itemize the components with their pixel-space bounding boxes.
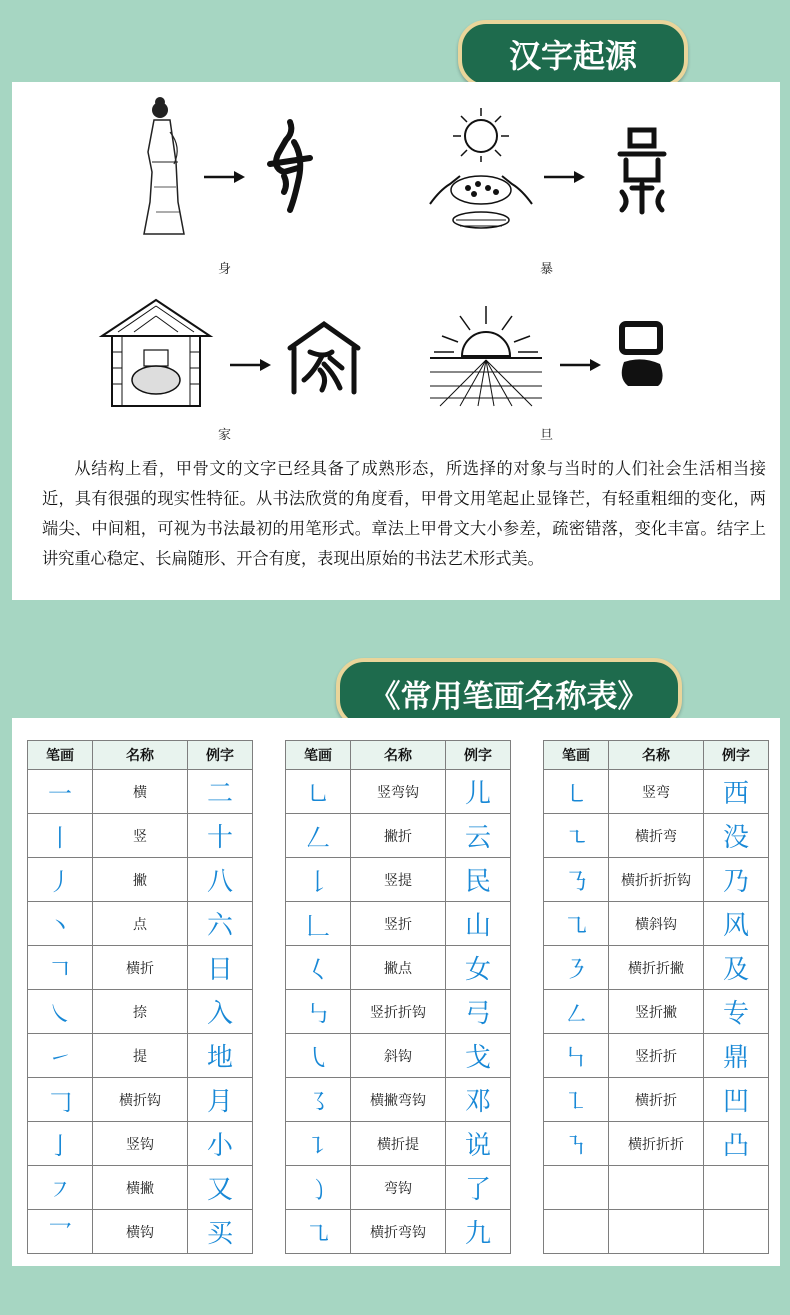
arrow-icon: [202, 168, 246, 186]
stroke-cell: ㇡: [544, 858, 609, 902]
example-char-cell: 邓: [446, 1078, 511, 1122]
stroke-cell: 丿: [28, 858, 93, 902]
stroke-name-cell: 捺: [93, 990, 188, 1034]
stroke-name-cell: 弯钩: [351, 1166, 446, 1210]
stroke-cell: ㇂: [286, 1034, 351, 1078]
arrow-icon: [228, 356, 272, 374]
stroke-name-cell: 竖: [93, 814, 188, 858]
oracle-bao-glyph: [612, 126, 672, 216]
header-stroke: 笔画: [28, 741, 93, 770]
origin-paragraph: 从结构上看，甲骨文的文字已经具备了成熟形态，所选择的对象与当时的人们社会生活相当接近，具有很强的现实性特征。从书法欣赏的角度看，甲骨文用笔起止显锋芒，有轻重粗细的变化，两端尖、中间粗，可视为书法最初的用笔形式。章法上甲骨文大小参差，疏密错落，变化丰富。结字上讲究重心稳定、长扁随形、开合有度，表现出原始的书法艺术形式美。: [42, 459, 766, 568]
stroke-cell: ㇀: [28, 1034, 93, 1078]
stroke-cell: 𠃍: [28, 946, 93, 990]
table-row: [286, 1210, 511, 1254]
stroke-name-cell: 撇折: [351, 814, 446, 858]
example-char-cell: 又: [188, 1166, 253, 1210]
table-row: [286, 858, 511, 902]
stroke-cell: 𠃊: [286, 902, 351, 946]
oracle-dan-glyph: [614, 320, 670, 390]
caption-jia: 家: [218, 428, 232, 443]
example-char-cell: 凸: [704, 1122, 769, 1166]
table-row: [544, 814, 769, 858]
stroke-name-cell: 横折: [93, 946, 188, 990]
example-char-cell: 六: [188, 902, 253, 946]
stroke-name-cell: 横折提: [351, 1122, 446, 1166]
stroke-cell: 𠃋: [286, 814, 351, 858]
stroke-cell: 𠃌: [28, 1078, 93, 1122]
example-char-cell: 九: [446, 1210, 511, 1254]
example-char-cell: 乃: [704, 858, 769, 902]
table-row: [28, 1166, 253, 1210]
stroke-cell: ㇄: [544, 770, 609, 814]
example-char-cell: 地: [188, 1034, 253, 1078]
stroke-name-cell: 竖弯: [609, 770, 704, 814]
caption-bao: 暴: [540, 262, 554, 277]
header-name: 名称: [93, 741, 188, 770]
example-char-cell: [704, 1166, 769, 1210]
example-char-cell: 女: [446, 946, 511, 990]
table-row: [544, 902, 769, 946]
stroke-cell: ㇏: [28, 990, 93, 1034]
table-row: [28, 902, 253, 946]
stroke-name-cell: 横折弯钩: [351, 1210, 446, 1254]
table-row: [544, 1122, 769, 1166]
strokes-section-title: 《常用笔画名称表》: [336, 658, 682, 728]
table-row: [28, 1078, 253, 1122]
stroke-cell: 𡿨: [286, 946, 351, 990]
arrow-icon: [558, 356, 602, 374]
stroke-name-cell: 横折折撇: [609, 946, 704, 990]
example-char-cell: 戈: [446, 1034, 511, 1078]
example-char-cell: 十: [188, 814, 253, 858]
header-stroke: 笔画: [286, 741, 351, 770]
stroke-name-cell: [609, 1166, 704, 1210]
header-name: 名称: [351, 741, 446, 770]
example-char-cell: 二: [188, 770, 253, 814]
example-char-cell: [704, 1210, 769, 1254]
stroke-cell: ㇞: [544, 1034, 609, 1078]
table-row: [286, 1166, 511, 1210]
table-row: [28, 1122, 253, 1166]
sunrise-field-icon: [430, 298, 542, 410]
stroke-cell: 一: [28, 770, 93, 814]
oracle-jia-glyph: [284, 318, 364, 398]
example-char-cell: 月: [188, 1078, 253, 1122]
stroke-name-cell: 竖提: [351, 858, 446, 902]
stroke-name-cell: 竖折撇: [609, 990, 704, 1034]
stroke-name-cell: 竖折折钩: [351, 990, 446, 1034]
header-example: 例字: [446, 741, 511, 770]
stroke-cell: 乛: [28, 1210, 93, 1254]
table-row: [28, 1034, 253, 1078]
stroke-name-cell: 点: [93, 902, 188, 946]
example-char-cell: 入: [188, 990, 253, 1034]
stroke-name-cell: 横折折折: [609, 1122, 704, 1166]
stroke-cell: 丶: [28, 902, 93, 946]
table-row: [28, 770, 253, 814]
caption-shen: 身: [218, 262, 232, 277]
stroke-name-cell: 横折折折钩: [609, 858, 704, 902]
table-row: [286, 1122, 511, 1166]
example-char-cell: 小: [188, 1122, 253, 1166]
stroke-cell: ㇍: [544, 814, 609, 858]
stroke-name-cell: 竖折折: [609, 1034, 704, 1078]
sun-hands-grain-icon: [426, 104, 536, 238]
stroke-cell: ㇅: [544, 1078, 609, 1122]
stroke-name-cell: 斜钩: [351, 1034, 446, 1078]
example-char-cell: 西: [704, 770, 769, 814]
stroke-cell: ㇁: [286, 1166, 351, 1210]
example-char-cell: 专: [704, 990, 769, 1034]
stroke-name-cell: 横撇弯钩: [351, 1078, 446, 1122]
table-row: [28, 946, 253, 990]
header-example: 例字: [704, 741, 769, 770]
stroke-name-cell: [609, 1210, 704, 1254]
table-row: [286, 770, 511, 814]
stroke-name-cell: 横折钩: [93, 1078, 188, 1122]
table-row: [286, 1034, 511, 1078]
stroke-name-cell: 竖钩: [93, 1122, 188, 1166]
pregnant-woman-icon: [140, 92, 190, 242]
table-row: [286, 1078, 511, 1122]
stroke-cell: ㇎: [544, 1122, 609, 1166]
example-char-cell: 鼎: [704, 1034, 769, 1078]
stroke-cell: ㇌: [286, 1078, 351, 1122]
table-row: [544, 990, 769, 1034]
table-row: [544, 770, 769, 814]
example-char-cell: 弓: [446, 990, 511, 1034]
table-row: [544, 946, 769, 990]
example-char-cell: 儿: [446, 770, 511, 814]
stroke-name-cell: 横折折: [609, 1078, 704, 1122]
stroke-cell: ㇇: [28, 1166, 93, 1210]
stroke-cell: [544, 1166, 609, 1210]
table-row: [28, 990, 253, 1034]
stroke-cell: ㇉: [286, 990, 351, 1034]
stroke-name-cell: 横: [93, 770, 188, 814]
table-row: [28, 858, 253, 902]
stroke-name-cell: 提: [93, 1034, 188, 1078]
stroke-cell: 𠄌: [286, 858, 351, 902]
table-row: [286, 902, 511, 946]
table-row: [544, 1166, 769, 1210]
example-char-cell: 买: [188, 1210, 253, 1254]
example-char-cell: 日: [188, 946, 253, 990]
header-stroke: 笔画: [544, 741, 609, 770]
example-char-cell: 云: [446, 814, 511, 858]
table-row: [28, 1210, 253, 1254]
caption-dan: 旦: [540, 428, 554, 443]
example-char-cell: 风: [704, 902, 769, 946]
table-row: [544, 1078, 769, 1122]
stroke-name-cell: 横折弯: [609, 814, 704, 858]
example-char-cell: 民: [446, 858, 511, 902]
header-example: 例字: [188, 741, 253, 770]
stroke-cell: 亅: [28, 1122, 93, 1166]
stroke-name-cell: 横撇: [93, 1166, 188, 1210]
table-row: [544, 858, 769, 902]
arrow-icon: [542, 168, 586, 186]
stroke-cell: 丨: [28, 814, 93, 858]
header-name: 名称: [609, 741, 704, 770]
example-char-cell: 没: [704, 814, 769, 858]
example-char-cell: 及: [704, 946, 769, 990]
table-row: [28, 814, 253, 858]
oracle-shen-glyph: [264, 118, 318, 214]
stroke-name-cell: 竖折: [351, 902, 446, 946]
stroke-cell: ㇊: [286, 1122, 351, 1166]
example-char-cell: 山: [446, 902, 511, 946]
stroke-table-1: [27, 740, 253, 1254]
table-row: [286, 814, 511, 858]
stroke-cell: ㇈: [286, 1210, 351, 1254]
stroke-name-cell: 横斜钩: [609, 902, 704, 946]
stroke-table-2: [285, 740, 511, 1254]
example-char-cell: 了: [446, 1166, 511, 1210]
stroke-cell: ㇋: [544, 946, 609, 990]
example-char-cell: 说: [446, 1122, 511, 1166]
house-pig-icon: [98, 296, 214, 410]
example-char-cell: 凹: [704, 1078, 769, 1122]
stroke-name-cell: 竖弯钩: [351, 770, 446, 814]
stroke-cell: ㇈: [544, 902, 609, 946]
stroke-name-cell: 撇: [93, 858, 188, 902]
table-row: [286, 990, 511, 1034]
table-row: [544, 1034, 769, 1078]
table-row: [544, 1210, 769, 1254]
origin-section-title: 汉字起源: [458, 20, 688, 88]
example-char-cell: 八: [188, 858, 253, 902]
stroke-cell: ㇟: [286, 770, 351, 814]
stroke-cell: [544, 1210, 609, 1254]
stroke-name-cell: 横钩: [93, 1210, 188, 1254]
table-row: [286, 946, 511, 990]
stroke-name-cell: 撇点: [351, 946, 446, 990]
stroke-table-3: [543, 740, 769, 1254]
stroke-cell: ㇜: [544, 990, 609, 1034]
